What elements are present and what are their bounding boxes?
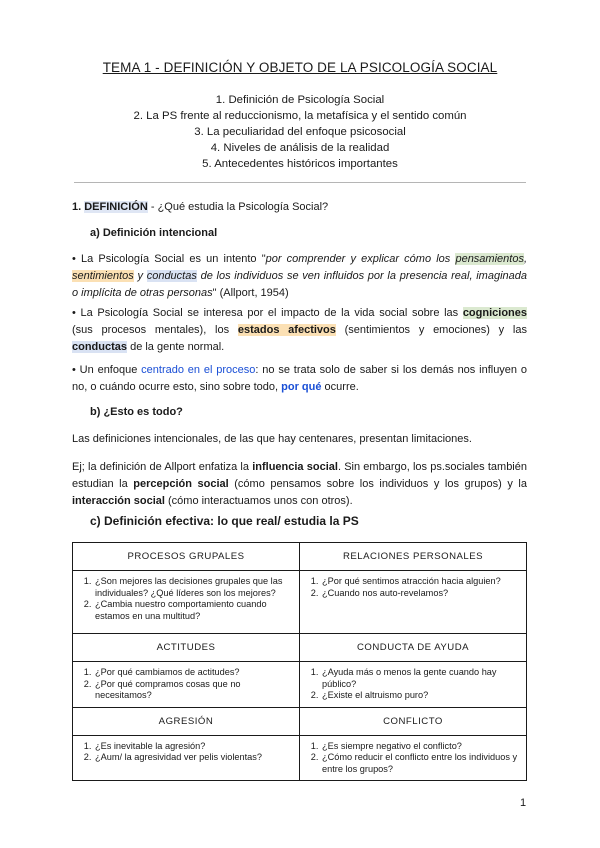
text-span: y	[133, 270, 147, 282]
paragraph-process	[72, 362, 527, 396]
list-item: 1. ¿Es siempre negativo el conflicto?	[321, 741, 520, 753]
text-span: • La Psicología Social es un intento "	[72, 253, 266, 265]
text-span: (cómo pensamos sobre los individuos y los grupos) y la	[228, 478, 527, 490]
table-cell	[300, 662, 527, 708]
highlight-conductas-bold: conductas	[72, 341, 128, 353]
blue-text-centrado: centrado en el proceso	[141, 364, 256, 376]
text-span: (sentimientos y emociones) y las	[335, 324, 527, 336]
text-span: . Sin embargo, los ps.sociales también estudian la	[72, 461, 527, 490]
bold-interaccion-social: interacción social	[72, 495, 165, 507]
table-cell	[73, 735, 300, 781]
list-item: 2. ¿Por qué compramos cosas que no necesitamos?	[94, 679, 293, 702]
toc-item: 3. La peculiaridad del enfoque psicosocial	[194, 126, 406, 138]
subsection-a-heading: a) Definición intencional	[90, 227, 218, 239]
page-number: 1	[520, 797, 527, 809]
table-cell	[300, 735, 527, 781]
list-item: 1. ¿Son mejores las decisiones grupales que las individuales? ¿Qué líderes son los mejores?	[94, 576, 293, 599]
table-header-cell: CONFLICTO	[300, 707, 527, 735]
question-list	[304, 576, 520, 599]
question-list	[304, 667, 520, 702]
blue-text-porque: por qué	[281, 381, 322, 393]
table-row	[73, 662, 527, 708]
text-span: Ej; la definición de Allport enfatiza la	[72, 461, 253, 473]
table-header-cell: AGRESIÓN	[73, 707, 300, 735]
table-cell	[73, 662, 300, 708]
question-list	[77, 576, 293, 622]
table-row	[73, 571, 527, 634]
table-header-cell: PROCESOS GRUPALES	[73, 543, 300, 571]
paragraph-interest	[72, 305, 527, 356]
table-cell	[73, 571, 300, 634]
topics-table	[72, 542, 527, 781]
text-span: ,	[523, 253, 528, 265]
list-item: 1. ¿Por qué cambiamos de actitudes?	[94, 667, 293, 679]
text-span: de los individuos se ven influidos por la presencia real, imaginada o implícita de otras personas	[72, 270, 527, 299]
question-list	[77, 741, 293, 764]
table-of-contents	[0, 92, 600, 172]
highlight-sentimientos: sentimientos	[72, 270, 134, 282]
subsection-c-heading: c) Definición efectiva: lo que real/ estudia la PS	[90, 514, 359, 528]
list-item: 1. ¿Ayuda más o menos la gente cuando hay público?	[321, 667, 520, 690]
paragraph-limitations: Las definiciones intencionales, de las que hay centenares, presentan limitaciones.	[72, 433, 472, 445]
horizontal-divider	[74, 182, 526, 183]
table-row	[73, 735, 527, 781]
list-item: 1. ¿Es inevitable la agresión?	[94, 741, 293, 753]
list-item: 2. ¿Cómo reducir el conflicto entre los individuos y entre los grupos?	[321, 752, 520, 775]
question-list	[304, 741, 520, 776]
highlight-cogniciones: cogniciones	[462, 307, 527, 319]
highlight-estados-afectivos: estados afectivos	[237, 324, 336, 336]
bold-influencia-social: influencia social	[252, 461, 338, 473]
section-1-heading	[72, 199, 328, 215]
table-header-row	[73, 707, 527, 735]
text-span: de la gente normal.	[127, 341, 225, 353]
section-title: DEFINICIÓN	[84, 201, 148, 213]
bold-percepcion-social: percepción social	[133, 478, 229, 490]
text-span: • La Psicología Social se interesa por el impacto de la vida social sobre las	[72, 307, 463, 319]
toc-item: 4. Niveles de análisis de la realidad	[210, 142, 390, 154]
paragraph-example	[72, 459, 527, 510]
text-span: • Un enfoque	[72, 364, 142, 376]
subsection-b-heading: b) ¿Esto es todo?	[90, 406, 183, 418]
table-header-row	[73, 543, 527, 571]
toc-item: 2. La PS frente al reduccionismo, la metafísica y el sentido común	[133, 110, 467, 122]
section-question: - ¿Qué estudia la Psicología Social?	[147, 201, 329, 213]
text-span: (cómo interactuamos unos con otros).	[164, 495, 353, 507]
question-list	[77, 667, 293, 702]
list-item: 1. ¿Por qué sentimos atracción hacia alguien?	[321, 576, 520, 588]
document-title: TEMA 1 - DEFINICIÓN Y OBJETO DE LA PSICOLOGÍA SOCIAL	[102, 60, 498, 75]
list-item: 2. ¿Cuando nos auto-revelamos?	[321, 588, 520, 600]
list-item: 2. ¿Existe el altruismo puro?	[321, 690, 520, 702]
text-span: por comprender y explicar cómo los	[265, 253, 456, 265]
list-item: 2. ¿Cambia nuestro comportamiento cuando estamos en una multitud?	[94, 599, 293, 622]
section-number: 1.	[72, 201, 85, 213]
list-item: 2. ¿Aum/ la agresividad ver pelis violentas?	[94, 752, 293, 764]
highlight-pensamientos: pensamientos	[455, 253, 524, 265]
highlight-conductas: conductas	[146, 270, 197, 282]
table-header-cell: ACTITUDES	[73, 634, 300, 662]
text-span: ocurre.	[321, 381, 359, 393]
toc-item: 1. Definición de Psicología Social	[215, 94, 385, 106]
paragraph-allport	[72, 251, 527, 302]
table-header-row	[73, 634, 527, 662]
table-header-cell: CONDUCTA DE AYUDA	[300, 634, 527, 662]
table-header-cell: RELACIONES PERSONALES	[300, 543, 527, 571]
toc-item: 5. Antecedentes históricos importantes	[202, 158, 398, 170]
table-cell	[300, 571, 527, 634]
text-span: : no se trata solo de saber si los demás nos influyen o no, o cuándo ocurre esto, sino sobre todo,	[72, 364, 527, 393]
text-span: " (Allport, 1954)	[212, 287, 289, 299]
text-span: (sus procesos mentales), los	[72, 324, 238, 336]
